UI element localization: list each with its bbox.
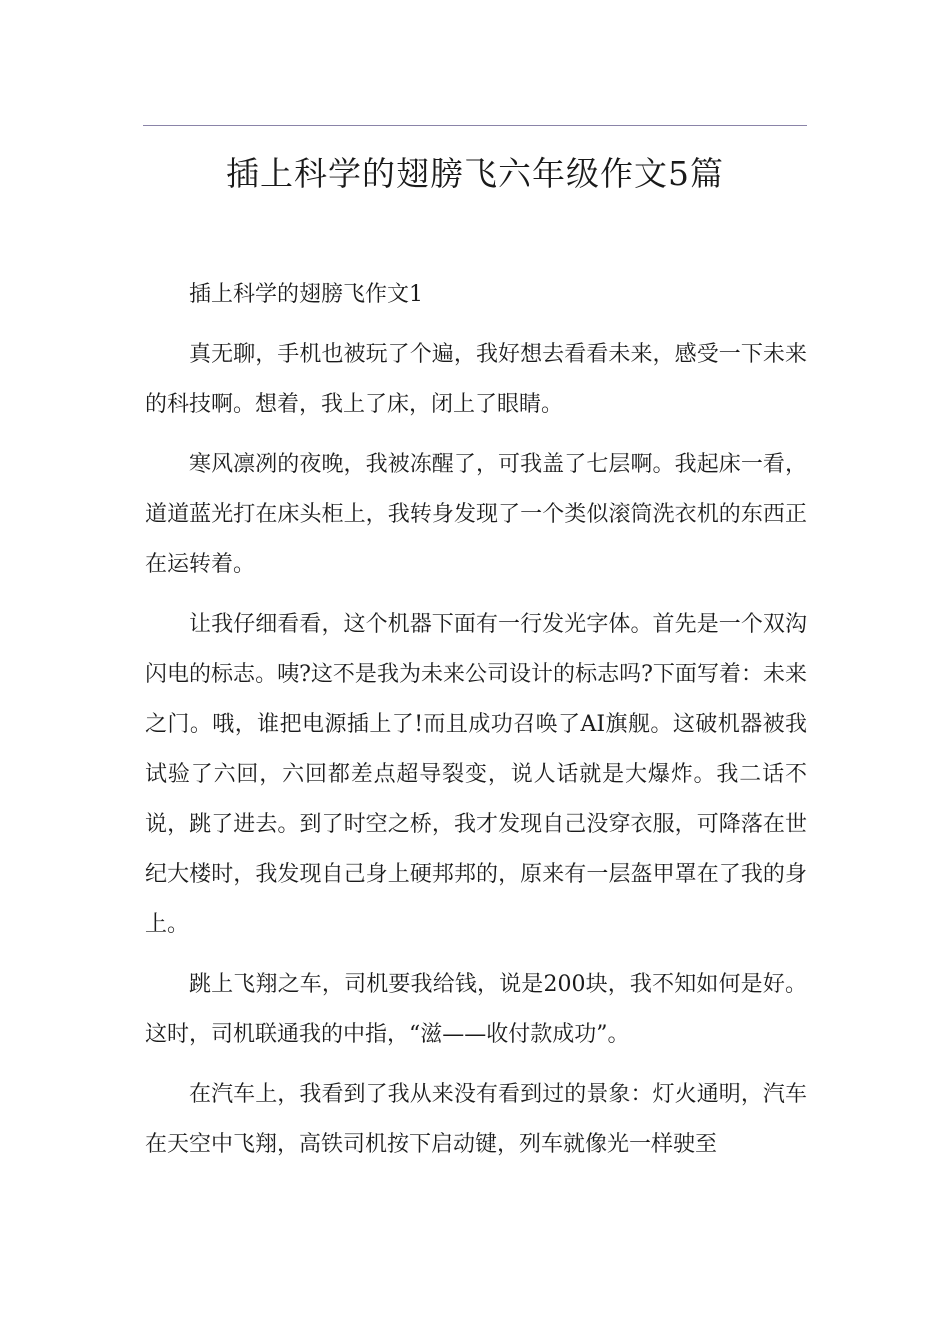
document-title: 插上科学的翅膀飞六年级作文5篇	[226, 154, 724, 193]
section-heading: 插上科学的翅膀飞作文1	[189, 282, 423, 307]
paragraph-2: 寒风凛冽的夜晚，我被冻醒了，可我盖了七层啊。我起床一看，道道蓝光打在床头柜上，我转身发现了一个类似滚筒洗衣机的东西正在运转着。	[145, 452, 807, 577]
paragraph-4: 跳上飞翔之车，司机要我给钱，说是200块，我不知如何是好。这时，司机联通我的中指，“滋——收付款成功”。	[145, 972, 807, 1047]
paragraph-5: 在汽车上，我看到了我从来没有看到过的景象：灯火通明，汽车在天空中飞翔，高铁司机按下启动键，列车就像光一样驶至	[145, 1082, 807, 1157]
paragraph-3: 让我仔细看看，这个机器下面有一行发光字体。首先是一个双沟闪电的标志。咦?这不是我为未来公司设计的标志吗?下面写着：未来之门。哦，谁把电源插上了!而且成功召唤了AI旗舰。这破机器被我试验了六回，六回都差点超导裂变，说人话就是大爆炸。我二话不说，跳了进去。到了时空之桥，我才发现自己没穿衣服，可降落在世纪大楼时，我发现自己身上硬邦邦的，原来有一层盔甲罩在了我的身上。	[145, 612, 807, 937]
document-body	[145, 270, 807, 1180]
paragraph-1: 真无聊，手机也被玩了个遍，我好想去看看未来，感受一下未来的科技啊。想着，我上了床，闭上了眼睛。	[145, 342, 807, 417]
header-divider	[143, 125, 807, 126]
